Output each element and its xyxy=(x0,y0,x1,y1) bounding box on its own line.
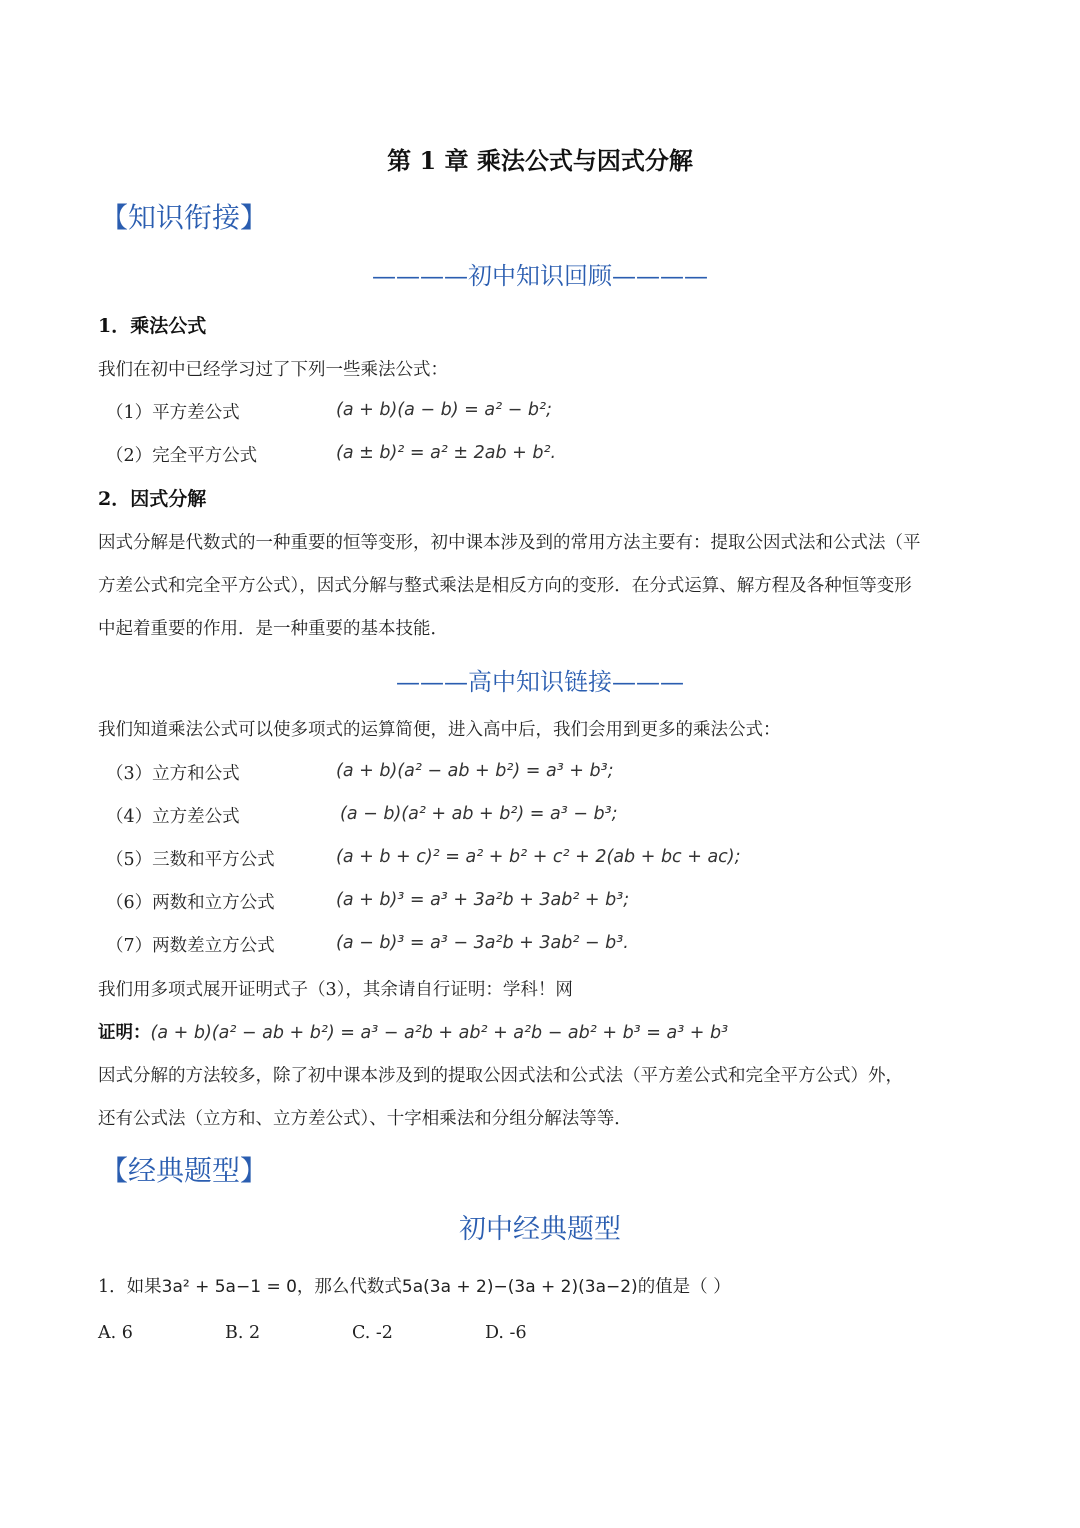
proof-label: 证明： xyxy=(98,1023,151,1043)
question-expression: 5a(3a + 2)−(3a + 2)(3a−2) xyxy=(401,1277,638,1297)
formula-label: （5）三数和平方公式 xyxy=(106,850,275,870)
formula-label: （2）完全平方公式 xyxy=(106,446,258,466)
divider-senior-link: ———高中知识链接——— xyxy=(396,668,684,696)
formula-expression: (a + b + c)² = a² + b² + c² + 2(ab + bc + ac); xyxy=(336,847,741,867)
paragraph-line: 方差公式和完全平方公式），因式分解与整式乘法是相反方向的变形．在分式运算、解方程及各种恒等变形 xyxy=(98,576,912,596)
formula-expression: (a + b)(a² − ab + b²) = a³ + b³; xyxy=(336,761,614,781)
heading-multiplication-formulas: 1．乘法公式 xyxy=(98,315,207,337)
formula-label: （4）立方差公式 xyxy=(106,807,240,827)
formula-label: （3）立方和公式 xyxy=(106,764,240,784)
heading-junior-classic: 初中经典题型 xyxy=(459,1214,621,1245)
choice-c[interactable]: C. -2 xyxy=(352,1323,393,1343)
formula-label: （6）两数和立方公式 xyxy=(106,893,275,913)
question-mid: ，那么代数式 xyxy=(296,1277,402,1297)
formula-label: （7）两数差立方公式 xyxy=(106,936,275,956)
paragraph-line: 还有公式法（立方和、立方差公式）、十字相乘法和分组分解法等等． xyxy=(98,1109,632,1129)
formula-expression: (a + b)³ = a³ + 3a²b + 3ab² + b³; xyxy=(336,890,630,910)
section-classic-problems: 【经典题型】 xyxy=(100,1154,269,1187)
question-condition: 3a² + 5a−1 = 0 xyxy=(161,1277,297,1297)
proof-line xyxy=(98,1019,728,1044)
formula-expression: (a + b)(a − b) = a² − b²; xyxy=(336,400,552,420)
paragraph-senior-intro: 我们知道乘法公式可以使多项式的运算简便，进入高中后，我们会用到更多的乘法公式： xyxy=(98,720,781,740)
choice-b[interactable]: B. 2 xyxy=(225,1323,261,1343)
proof-formula: (a + b)(a² − ab + b²) = a³ − a²b + ab² + a²b − ab² + b³ = a³ + b³ xyxy=(150,1023,729,1043)
formula-expression: (a − b)³ = a³ − 3a²b + 3ab² − b³. xyxy=(336,933,629,953)
paragraph-line: 因式分解的方法较多，除了初中课本涉及到的提取公因式法和公式法（平方差公式和完全平方公式）外， xyxy=(98,1066,903,1086)
formula-label: （1）平方差公式 xyxy=(106,403,240,423)
choice-d[interactable]: D. -6 xyxy=(485,1323,527,1343)
question-1 xyxy=(98,1273,731,1298)
question-prefix: 1．如果 xyxy=(98,1277,162,1297)
heading-factorization: 2．因式分解 xyxy=(98,488,207,510)
formula-expression: (a − b)(a² + ab + b²) = a³ − b³; xyxy=(340,804,618,824)
section-knowledge-link: 【知识衔接】 xyxy=(100,201,269,234)
paragraph-proof-intro: 我们用多项式展开证明式子（3），其余请自行证明：学科！网 xyxy=(98,980,573,1000)
choice-a[interactable]: A. 6 xyxy=(98,1323,133,1343)
paragraph-intro: 我们在初中已经学习过了下列一些乘法公式： xyxy=(98,360,448,380)
paragraph-line: 因式分解是代数式的一种重要的恒等变形，初中课本涉及到的常用方法主要有：提取公因式法和公式法（平 xyxy=(98,533,921,553)
chapter-title: 第 1 章 乘法公式与因式分解 xyxy=(387,146,693,175)
divider-junior-review: ————初中知识回顾———— xyxy=(372,262,708,290)
question-suffix: 的值是（ ） xyxy=(637,1277,731,1297)
paragraph-line: 中起着重要的作用．是一种重要的基本技能． xyxy=(98,619,448,639)
formula-expression: (a ± b)² = a² ± 2ab + b². xyxy=(336,443,557,463)
